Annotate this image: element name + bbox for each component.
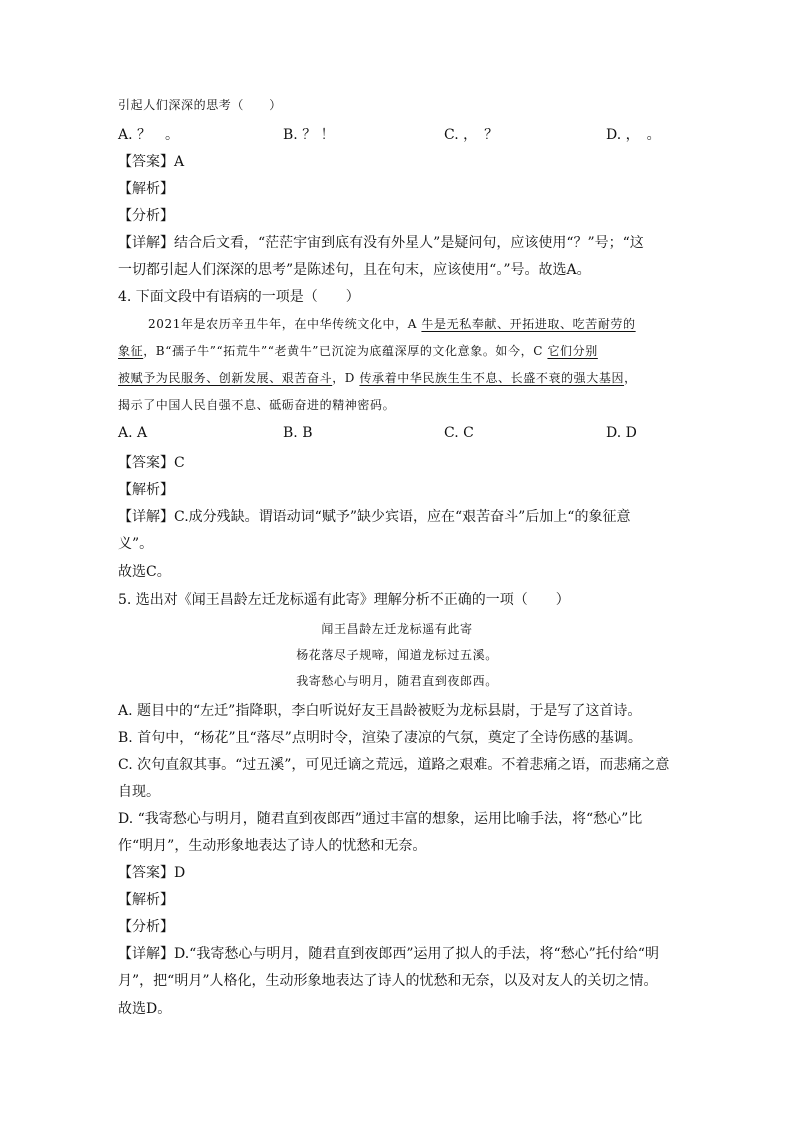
q4-option-c: C. C (444, 425, 474, 441)
q5-jiexi-label: 【解析】 (118, 892, 174, 908)
q5-fenxi-label: 【分析】 (118, 919, 174, 935)
q4-detail-line2: 义”。 (118, 536, 154, 552)
q4-passage-line3 (118, 369, 637, 386)
q4-sentence-a-end: 象征 (118, 344, 144, 358)
q4-sentence-a: 牛是无私奉献、开拓进取、吃苦耐劳的 (421, 317, 636, 331)
q3-detail-line2: 一切都引起人们深深的思考”是陈述句，且在句末，应该使用“。”号。故选A。 (118, 262, 591, 278)
q3-detail-line1 (118, 232, 644, 252)
q5-stem: 5. 选出对《闻王昌龄左迁龙标遥有此寄》理解分析不正确的一项（ ） (118, 592, 570, 608)
q3-option-a: A. ？ 。 (118, 127, 180, 143)
q4-option-b: B. B (283, 425, 313, 441)
detail-text: C.成分残缺。谓语动词“赋予”缺少宾语，应在“艰苦奋斗”后加上“的象征意 (174, 509, 631, 525)
q5-detail-line1 (118, 943, 659, 963)
q3-option-d: D. ， 。 (606, 127, 661, 143)
q4-passage-line4: 揭示了中国人民自强不息、砥砺奋进的精神密码。 (118, 398, 396, 412)
q4-sentence-c: 它们分别 (547, 344, 598, 358)
q5-detail-line2: 月”，把“明月”人格化，生动形象地表达了诗人的忧愁和无奈，以及对友人的关切之情。 (118, 973, 658, 989)
q4-detail-line1 (118, 506, 630, 526)
q5-option-c-line1: C. 次句直叙其事。“过五溪”，可见迁谪之荒远，道路之艰难。不着悲痛之语，而悲痛之意 (118, 757, 670, 773)
q3-fenxi-label: 【分析】 (118, 208, 174, 224)
q4-answer (118, 452, 185, 472)
answer-value: D (174, 865, 186, 881)
q4-passage-line2 (118, 342, 598, 359)
q4-passage-line1 (148, 315, 636, 332)
detail-text: 结合后文看，“茫茫宇宙到底有没有外星人”是疑问句，应该使用“？”号；“这 (174, 235, 644, 251)
q3-option-b: B. ？ ！ (283, 127, 335, 143)
q4-option-d: D. D (606, 425, 637, 441)
q4-text: ，D (332, 371, 360, 385)
q5-poem-line2: 我寄愁心与明月，随君直到夜郎西。 (296, 674, 498, 688)
q3-stem-tail: 引起人们深深的思考（ ） (118, 98, 282, 112)
q5-option-d-line2: 作“明月”，生动形象地表达了诗人的忧愁和无奈。 (118, 838, 427, 854)
q4-option-a: A. A (118, 425, 148, 441)
q3-option-c: C. ， ？ (444, 127, 499, 143)
detail-label: 【详解】 (118, 946, 174, 962)
answer-label: 【答案】 (118, 455, 174, 471)
q4-sentence-d: 传承着中华民族生生不息、长盛不衰的强大基因 (359, 371, 625, 385)
q5-poem-title: 闻王昌龄左迁龙标遥有此寄 (321, 622, 473, 636)
q5-answer (118, 862, 185, 882)
detail-label: 【详解】 (118, 235, 174, 251)
q5-poem-line1: 杨花落尽子规啼，闻道龙标过五溪。 (296, 648, 498, 662)
answer-value: C (174, 455, 185, 471)
q3-answer (118, 151, 184, 171)
q5-conclusion: 故选D。 (118, 1001, 172, 1017)
q5-option-b: B. 首句中，“杨花”且“落尽”点明时令，渲染了凄凉的气氛，奠定了全诗伤感的基调。 (118, 730, 642, 746)
q4-conclusion: 故选C。 (118, 564, 171, 580)
answer-label: 【答案】 (118, 865, 174, 881)
answer-value: A (174, 154, 185, 170)
q5-option-a: A. 题目中的“左迁”指降职，李白听说好友王昌龄被贬为龙标县尉，于是写了这首诗。 (118, 703, 642, 719)
q3-jiexi-label: 【解析】 (118, 181, 174, 197)
q5-option-d-line1: D. “我寄愁心与明月，随君直到夜郎西”通过丰富的想象，运用比喻手法，将“愁心”比 (118, 811, 643, 827)
q4-stem: 4. 下面文段中有语病的一项是（ ） (118, 289, 360, 305)
detail-label: 【详解】 (118, 509, 174, 525)
answer-label: 【答案】 (118, 154, 174, 170)
q4-jiexi-label: 【解析】 (118, 482, 174, 498)
q4-text: 2021年是农历辛丑牛年，在中华传统文化中，A (148, 317, 422, 331)
detail-text: D.“我寄愁心与明月，随君直到夜郎西”运用了拟人的手法，将“愁心”托付给“明 (174, 946, 659, 962)
q5-option-c-line2: 自现。 (118, 784, 160, 800)
q4-sentence-b: ，B“孺子牛”“拓荒牛”“老黄牛”已沉淀为底蕴深厚的文化意象。如今，C (143, 344, 548, 358)
q4-sentence-c-end: 被赋予为民服务、创新发展、艰苦奋斗 (118, 371, 333, 385)
q4-text: ， (624, 371, 637, 385)
